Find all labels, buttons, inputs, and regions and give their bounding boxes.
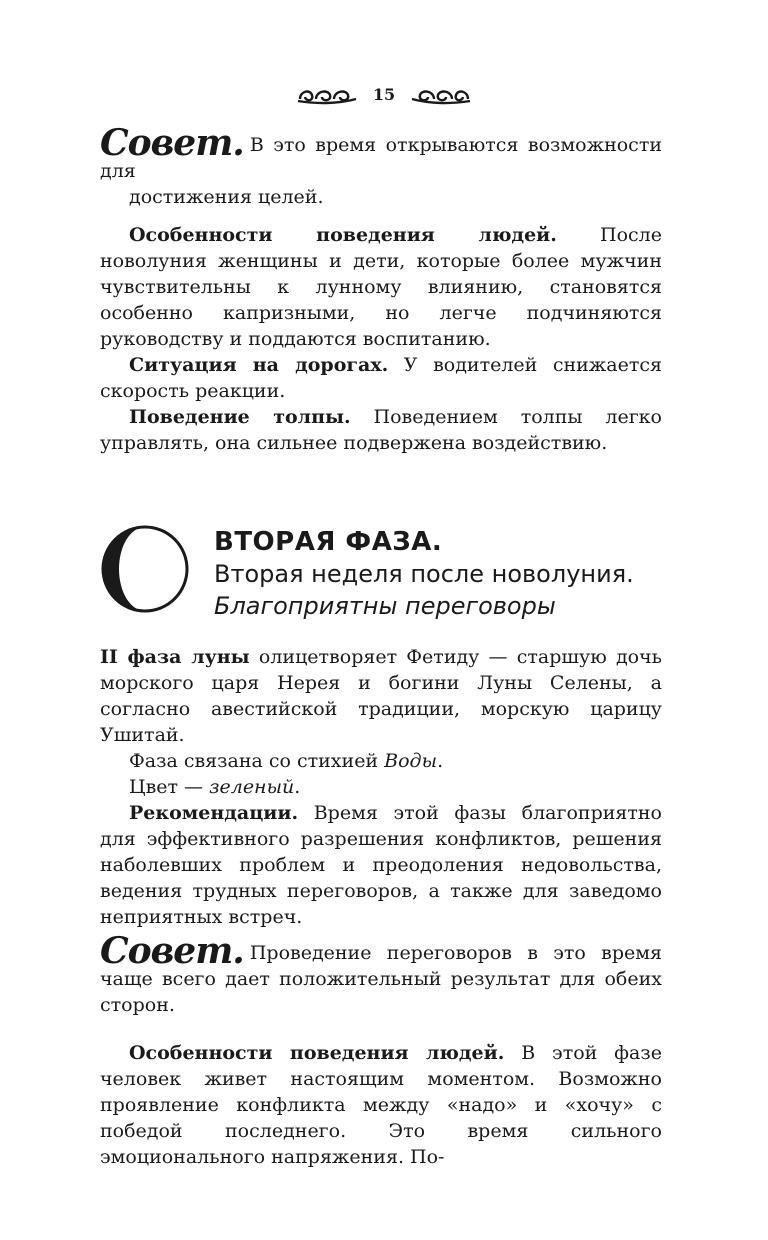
element-text: Фаза связана со стихией — [129, 750, 385, 772]
page-number: 15 — [372, 85, 396, 104]
phase-heading — [100, 520, 662, 620]
paragraph-color — [100, 774, 662, 800]
phase-tagline: Благоприятны переговоры — [214, 592, 556, 620]
moon-phase-icon — [100, 524, 190, 614]
element-end: . — [437, 750, 444, 772]
advice-block — [100, 122, 662, 210]
paragraph-behavior-2 — [100, 1040, 662, 1170]
paragraph-recommendations — [100, 800, 662, 930]
behavior-label: Особенности поведения людей. — [129, 224, 557, 246]
intro-text: олицетворяет Фетиду — старшую дочь морского царя Нерея и богини Луны Селены, а согласно авестийской традиции, морскую царицу Ушитай. — [100, 646, 663, 746]
paragraph-roads — [100, 352, 662, 404]
running-header — [0, 84, 768, 114]
color-text: Цвет — — [129, 776, 210, 798]
behavior-text: В этой фазе человек живет настоящим моментом. Возможно проявление конфликта между «надо» и «хочу» с победой последнего. Это время сильного эмоционального напряжения. По- — [100, 1042, 662, 1168]
ornament-left-icon — [296, 85, 358, 105]
section-phase2-behavior — [100, 1040, 662, 1170]
advice-word: Совет. — [100, 122, 244, 164]
phase-subtitle: Вторая неделя после новолуния. — [214, 560, 634, 588]
paragraph-behavior — [100, 222, 662, 352]
crowd-text: Поведением толпы легко управлять, она сильнее подвержена воздействию. — [100, 406, 662, 454]
section-phase2-details — [100, 644, 662, 930]
intro-label: II фаза луны — [100, 646, 250, 668]
behavior-label: Особенности поведения людей. — [129, 1042, 505, 1064]
roads-label: Ситуация на дорогах. — [129, 354, 389, 376]
crowd-label: Поведение толпы. — [129, 406, 351, 428]
recommendations-text: Время этой фазы благоприятно для эффективного разрешения конфликтов, решения наболевших проблем и преодоления недовольства, ведения трудных переговоров, а также для заведомо неприятных встреч. — [100, 802, 662, 928]
roads-text: У водителей снижается скорость реакции. — [100, 354, 662, 402]
advice-text-continuation: достижения целей. — [129, 186, 324, 208]
behavior-text: После новолуния женщины и дети, которые более мужчин чувствительны к лунному влиянию, становятся особенно капризными, но легче подчиняются руководству и поддаются воспитанию. — [100, 224, 662, 350]
recommendations-label: Рекомендации. — [129, 802, 299, 824]
element-value: Воды — [384, 750, 438, 772]
phase-title: ВТОРАЯ ФАЗА. — [214, 527, 443, 557]
advice-word: Совет. — [100, 930, 244, 972]
phase-title-group — [214, 526, 634, 622]
paragraph-intro — [100, 644, 662, 748]
advice-block-2 — [100, 930, 662, 1018]
advice-text: Проведение переговоров в это время чаще всего дает положительный результат для обеих сторон. — [100, 942, 662, 1016]
ornament-right-icon — [410, 85, 472, 105]
color-end: . — [294, 776, 301, 798]
advice-text: В это время открываются возможности для — [100, 134, 662, 182]
section-phase1-details — [100, 222, 662, 456]
paragraph-element — [100, 748, 662, 774]
paragraph-crowd — [100, 404, 662, 456]
color-value: зеленый — [209, 776, 295, 798]
